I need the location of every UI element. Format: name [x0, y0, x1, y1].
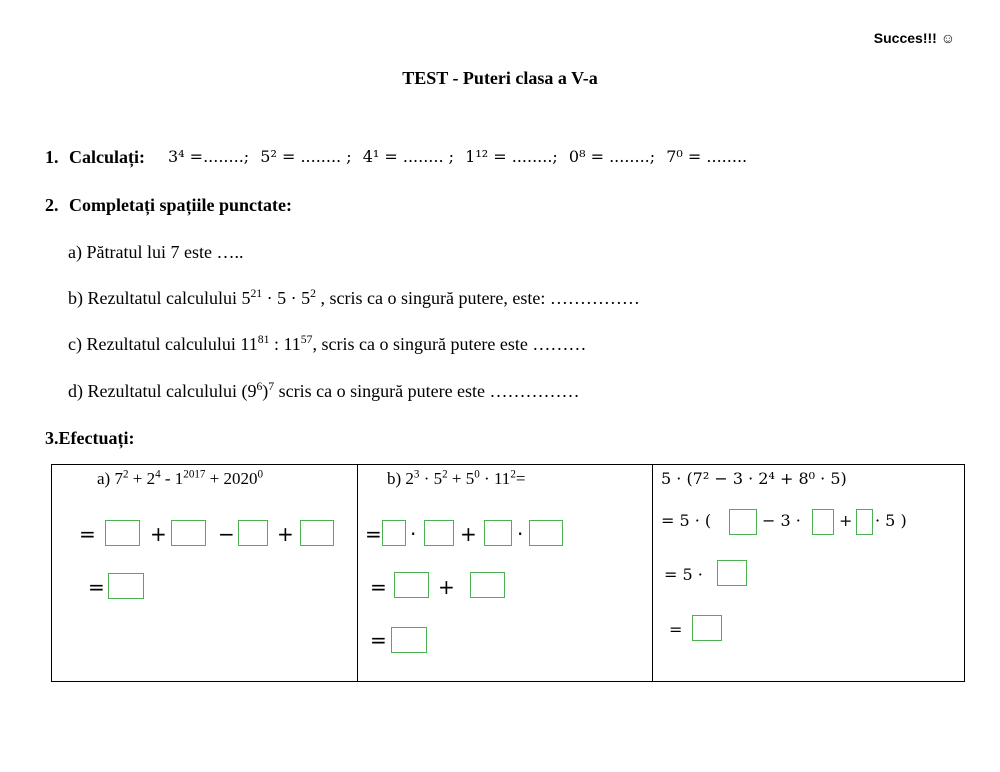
equals-sign: = — [88, 575, 105, 599]
q1-item: 3⁴ =........; — [168, 147, 250, 166]
exercise-c-step: + — [839, 511, 853, 530]
exercise-c-step: = — [669, 620, 683, 639]
column-divider — [357, 465, 358, 681]
exercise-c-step: − 3 · — [762, 511, 801, 530]
answer-box[interactable] — [105, 520, 140, 546]
answer-box[interactable] — [856, 509, 873, 535]
q2-b: b) Rezultatul calculului $5^{21} \cdot 5 \cdot 5^2$ , scris ca o singură putere, este: …………… — [68, 287, 640, 308]
answer-box[interactable] — [300, 520, 334, 546]
q1-item: 0⁸ = ........; — [568, 147, 656, 166]
answer-box[interactable] — [171, 520, 206, 546]
equals-sign: = — [370, 575, 387, 599]
exercise-table — [51, 464, 965, 682]
answer-box[interactable] — [484, 520, 512, 546]
q2-label: Completați spațiile punctate: — [69, 195, 292, 215]
plus-sign: + — [277, 522, 294, 546]
q2-a: a) Pătratul lui 7 este ….. — [68, 242, 244, 262]
answer-box[interactable] — [424, 520, 454, 546]
dot-sign: · — [517, 522, 524, 546]
exercise-c-step: · 5 ) — [875, 511, 907, 530]
exercise-c-step: = 5 · — [664, 565, 703, 584]
answer-box[interactable] — [729, 509, 757, 535]
plus-sign: + — [150, 522, 167, 546]
answer-box[interactable] — [529, 520, 563, 546]
question-1 — [45, 147, 145, 168]
minus-sign: − — [218, 522, 235, 546]
q1-item: 4¹ = ........ ; — [362, 147, 455, 166]
q1-label: Calculați: — [69, 147, 145, 167]
q1-item: 1¹² = ........; — [465, 147, 558, 166]
answer-box[interactable] — [391, 627, 427, 653]
q2-number: 2. — [45, 195, 59, 215]
plus-sign: + — [438, 575, 455, 599]
answer-box[interactable] — [470, 572, 505, 598]
q2-c: c) Rezultatul calculului $11^{81}$ : $11^{57}$, scris ca o singură putere este ……… — [68, 333, 587, 354]
equals-sign: = — [79, 522, 96, 546]
answer-box[interactable] — [812, 509, 834, 535]
exercise-c-step: = 5 · ( — [661, 511, 712, 530]
answer-box[interactable] — [238, 520, 268, 546]
exercise-b-expression: b) $2^3 \cdot 5^2 + 5^0 \cdot 11^2=$ — [387, 468, 526, 488]
success-note: Succes!!! ☺ — [873, 30, 955, 46]
answer-box[interactable] — [692, 615, 722, 641]
q2-d: d) Rezultatul calculului $(9^6)^7$ scris ca o singură putere este …………… — [68, 380, 580, 401]
plus-sign: + — [460, 522, 477, 546]
test-title: TEST - Puteri clasa a V-a — [402, 68, 598, 88]
exercise-a-expression: a) $7^2 + 2^4 - 1^{2017} + 2020^0$ — [97, 468, 264, 488]
dot-sign: · — [410, 522, 417, 546]
q1-number: 1. — [45, 147, 59, 167]
answer-box[interactable] — [108, 573, 144, 599]
exercise-c-expression: 5 · (7² − 3 · 2⁴ + 8⁰ · 5) — [661, 469, 847, 488]
column-divider — [652, 465, 653, 681]
answer-box[interactable] — [382, 520, 406, 546]
equals-sign: = — [365, 522, 382, 546]
answer-box[interactable] — [717, 560, 747, 586]
q1-items — [168, 147, 747, 166]
q3-label: 3.Efectuați: — [45, 428, 135, 448]
q1-item: 5² = ........ ; — [260, 147, 352, 166]
equals-sign: = — [370, 628, 387, 652]
answer-box[interactable] — [394, 572, 429, 598]
q1-item: 7⁰ = ........ — [666, 147, 748, 166]
question-2 — [45, 195, 292, 216]
